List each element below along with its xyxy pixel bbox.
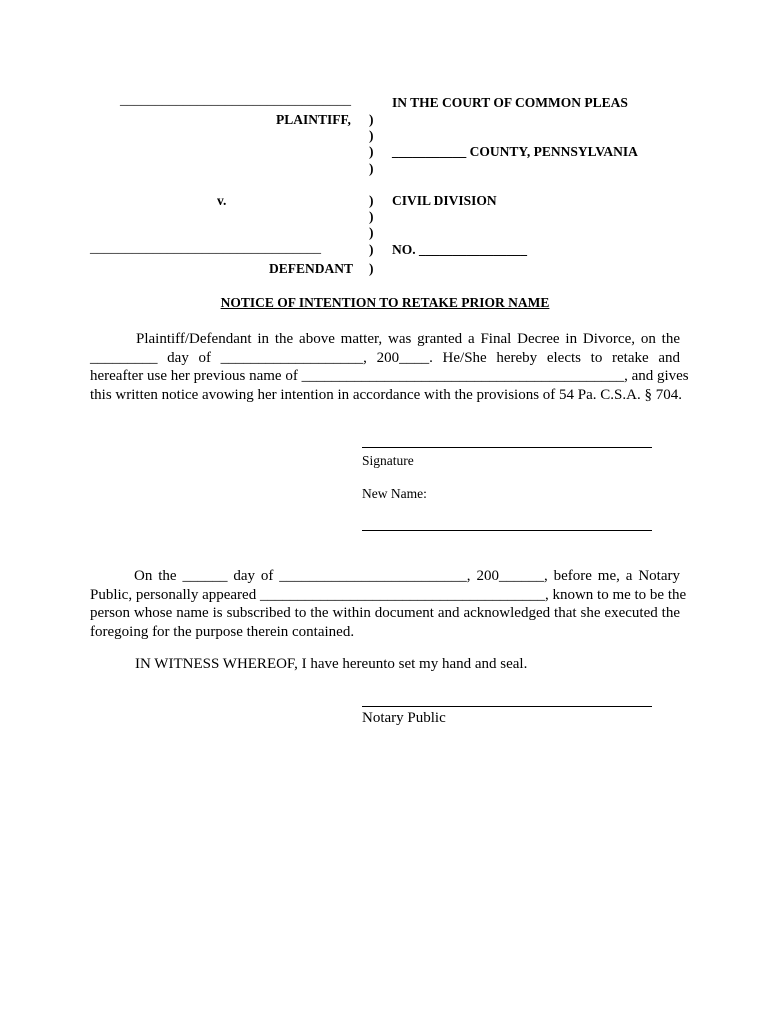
notary-label: Notary Public [362,710,446,726]
notary-line: foregoing for the purpose therein contained. [90,623,355,640]
witness-statement: IN WITNESS WHEREOF, I have hereunto set my hand and seal. [135,656,528,672]
plaintiff-name-line: _________________________________ [120,93,351,108]
notary-line: On the ______ day of _________________________, 200______, before me, a Notary [134,568,680,584]
notice-line: this written notice avowing her intention in accordance with the provisions of 54 Pa. C.S.A. § 704. [90,386,682,403]
caption-paren: ) [369,112,374,127]
new-name-line [362,530,652,531]
notary-line: person whose name is subscribed to the within document and acknowledged that she executed the [90,605,680,621]
notice-paragraph [90,330,689,404]
signature-line [362,447,652,448]
caption-paren: ) [369,242,374,257]
defendant-label: DEFENDANT [269,261,354,276]
caption-paren: ) [369,225,374,240]
versus-label: v. [217,193,227,208]
caption-paren: ) [369,193,374,208]
new-name-label: New Name: [362,486,427,501]
caption-paren: ) [369,128,374,143]
caption-paren: ) [369,261,374,276]
defendant-name-line: _________________________________ [90,241,321,256]
notice-line: Plaintiff/Defendant in the above matter, was granted a Final Decree in Divorce, on the [136,331,680,347]
court-name: IN THE COURT OF COMMON PLEAS [392,95,628,110]
signature-label: Signature [362,453,414,468]
notary-signature-line [362,706,652,707]
notice-line: hereafter use her previous name of ___________________________________________, and gives [90,368,689,384]
caption-paren: ) [369,161,374,176]
case-number: NO. ________________ [392,242,527,257]
civil-division: CIVIL DIVISION [392,193,497,208]
caption-paren: ) [369,144,374,159]
document-title: NOTICE OF INTENTION TO RETAKE PRIOR NAME [220,295,550,310]
county-line: ___________ COUNTY, PENNSYLVANIA [392,144,638,159]
notary-paragraph [90,567,687,641]
notary-line: Public, personally appeared ______________________________________, known to me to be the [90,586,687,603]
plaintiff-label: PLAINTIFF, [276,112,351,127]
notice-line: _________ day of ___________________, 200____. He/She hereby elects to retake and [90,349,680,366]
caption-paren: ) [369,209,374,224]
